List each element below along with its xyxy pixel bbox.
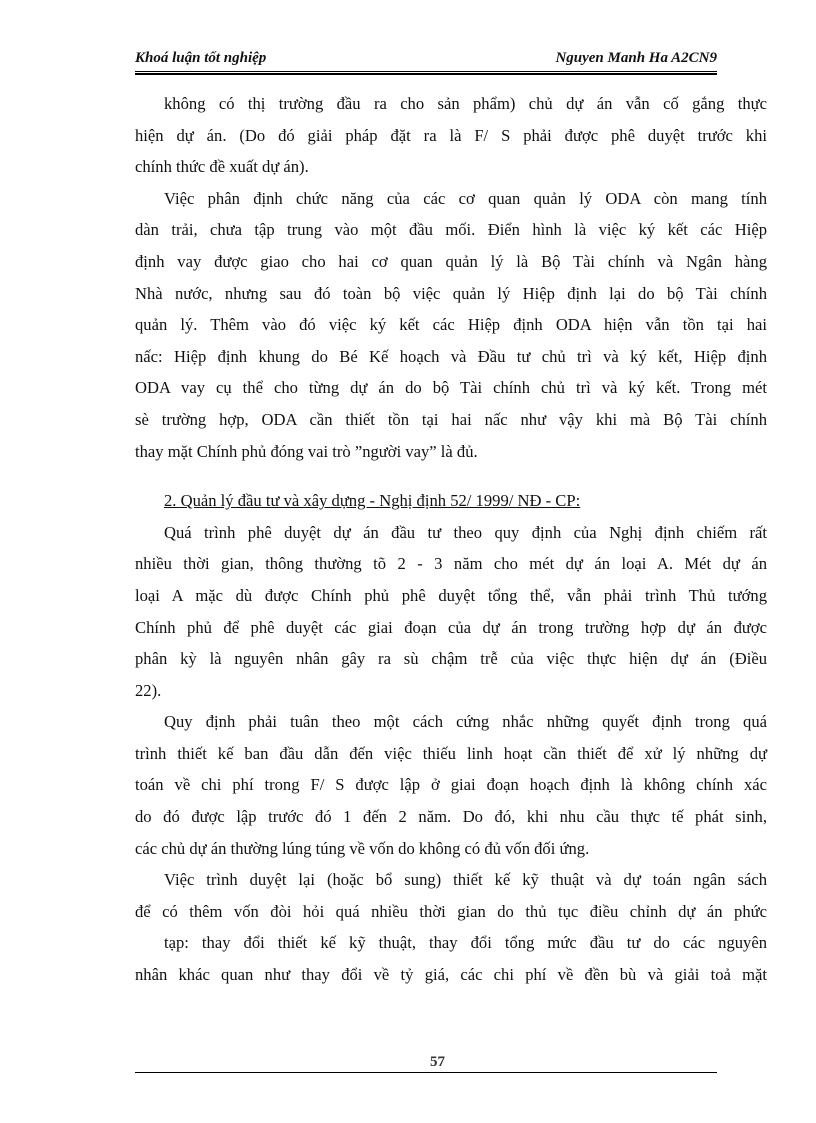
text-line: Việc trình duyệt lại (hoặc bổ sung) thiết kế kỹ thuật và dự toán ngân sách [164,870,767,890]
text-line: nấc: Hiệp định khung do Bé Kế hoạch và Đầu tư chủ trì và ký kết, Hiệp định [135,346,767,366]
page-header [135,50,717,72]
section-heading: 2. Quản lý đầu tư và xây dựng - Nghị định 52/ 1999/ NĐ - CP: [164,491,581,511]
text-line: nhân khác quan như thay đổi về tỷ giá, các chi phí về đền bù và giải toả mặt [135,965,767,985]
section-gap [135,467,767,485]
paragraph-resubmission [135,864,767,990]
text-line: Quy định phải tuân theo một cách cứng nhắc những quyết định trong quá [164,712,767,732]
text-line: hiện dự án. (Do đó giải pháp đặt ra là F/ S phải được phê duyệt trước khi [135,125,767,145]
text-line: các chủ dự án thường lúng túng về vốn do không có đủ vốn đối ứng. [135,838,590,858]
text-line: định vay được giao cho hai cơ quan quản lý là Bộ Tài chính và Ngân hàng [135,251,767,271]
text-line: nhiều thời gian, thông thường tõ 2 - 3 năm cho mét dự án loại A. Mét dự án [135,554,767,574]
footer-rule [135,1072,717,1073]
paragraph-approval-time [135,517,767,707]
text-line: phân kỳ là nguyên nhân gây ra sù chậm trễ của việc thực hiện dự án (Điều [135,649,767,669]
author-class: Nguyen Manh Ha A2CN9 [555,50,717,66]
text-line: 22). [135,680,162,700]
text-line: do đó được lập trước đó 1 đến 2 năm. Do đó, khi nhu cầu thực tế phát sinh, [135,807,767,827]
text-line: toán về chi phí trong F/ S được lập ở giai đoạn hoạch định là không chính xác [135,775,767,795]
paragraph-oda-management [135,183,767,467]
text-line: tạp: thay đổi thiết kế kỹ thuật, thay đổi tổng mức đầu tư do các nguyên [164,933,767,953]
paragraph-rigid-rules [135,706,767,864]
text-line: loại A mặc dù được Chính phủ phê duyệt tổng thể, vẫn phải trình Thủ tướng [135,585,767,605]
paragraph-continuation [135,88,767,183]
text-line: Việc phân định chức năng của các cơ quan quản lý ODA còn mang tính [164,188,767,208]
text-line: Quá trình phê duyệt dự án đầu tư theo quy định của Nghị định chiếm rất [164,522,767,542]
text-line: để có thêm vốn đòi hỏi quá nhiều thời gian do thủ tục điều chỉnh dự án phức [135,901,767,921]
text-line: dàn trải, chưa tập trung vào một đầu mối. Điển hình là việc ký kết các Hiệp [135,220,767,240]
header-rule [135,71,717,75]
document-title: Khoá luận tốt nghiệp [135,50,267,66]
text-line: thay mặt Chính phủ đóng vai trò ”người vay” là đủ. [135,441,478,461]
text-line: trình thiết kế ban đầu dẫn đến việc thiếu linh hoạt cần thiết để xử lý những dự [135,743,767,763]
text-line: ODA vay cụ thể cho từng dự án do bộ Tài chính chủ trì và ký kết. Trong mét [135,378,767,398]
text-line: chính thức đề xuất dự án). [135,157,309,177]
text-line: không có thị trường đầu ra cho sản phẩm) chủ dự án vẫn cố gắng thực [164,94,767,113]
text-line: Chính phủ để phê duyệt các giai đoạn của dự án trong trường hợp dự án được [135,617,767,637]
page-number: 57 [430,1054,445,1070]
text-line: Nhà nước, nhưng sau đó toàn bộ việc quản lý Hiệp định lại do bộ Tài chính [135,283,767,303]
page-body [135,88,767,991]
text-line: sè trường hợp, ODA cần thiết tồn tại hai nấc như vậy khi mà Bộ Tài chính [135,409,767,429]
text-line: quản lý. Thêm vào đó việc ký kết các Hiệp định ODA hiện vẫn tồn tại hai [135,315,767,335]
